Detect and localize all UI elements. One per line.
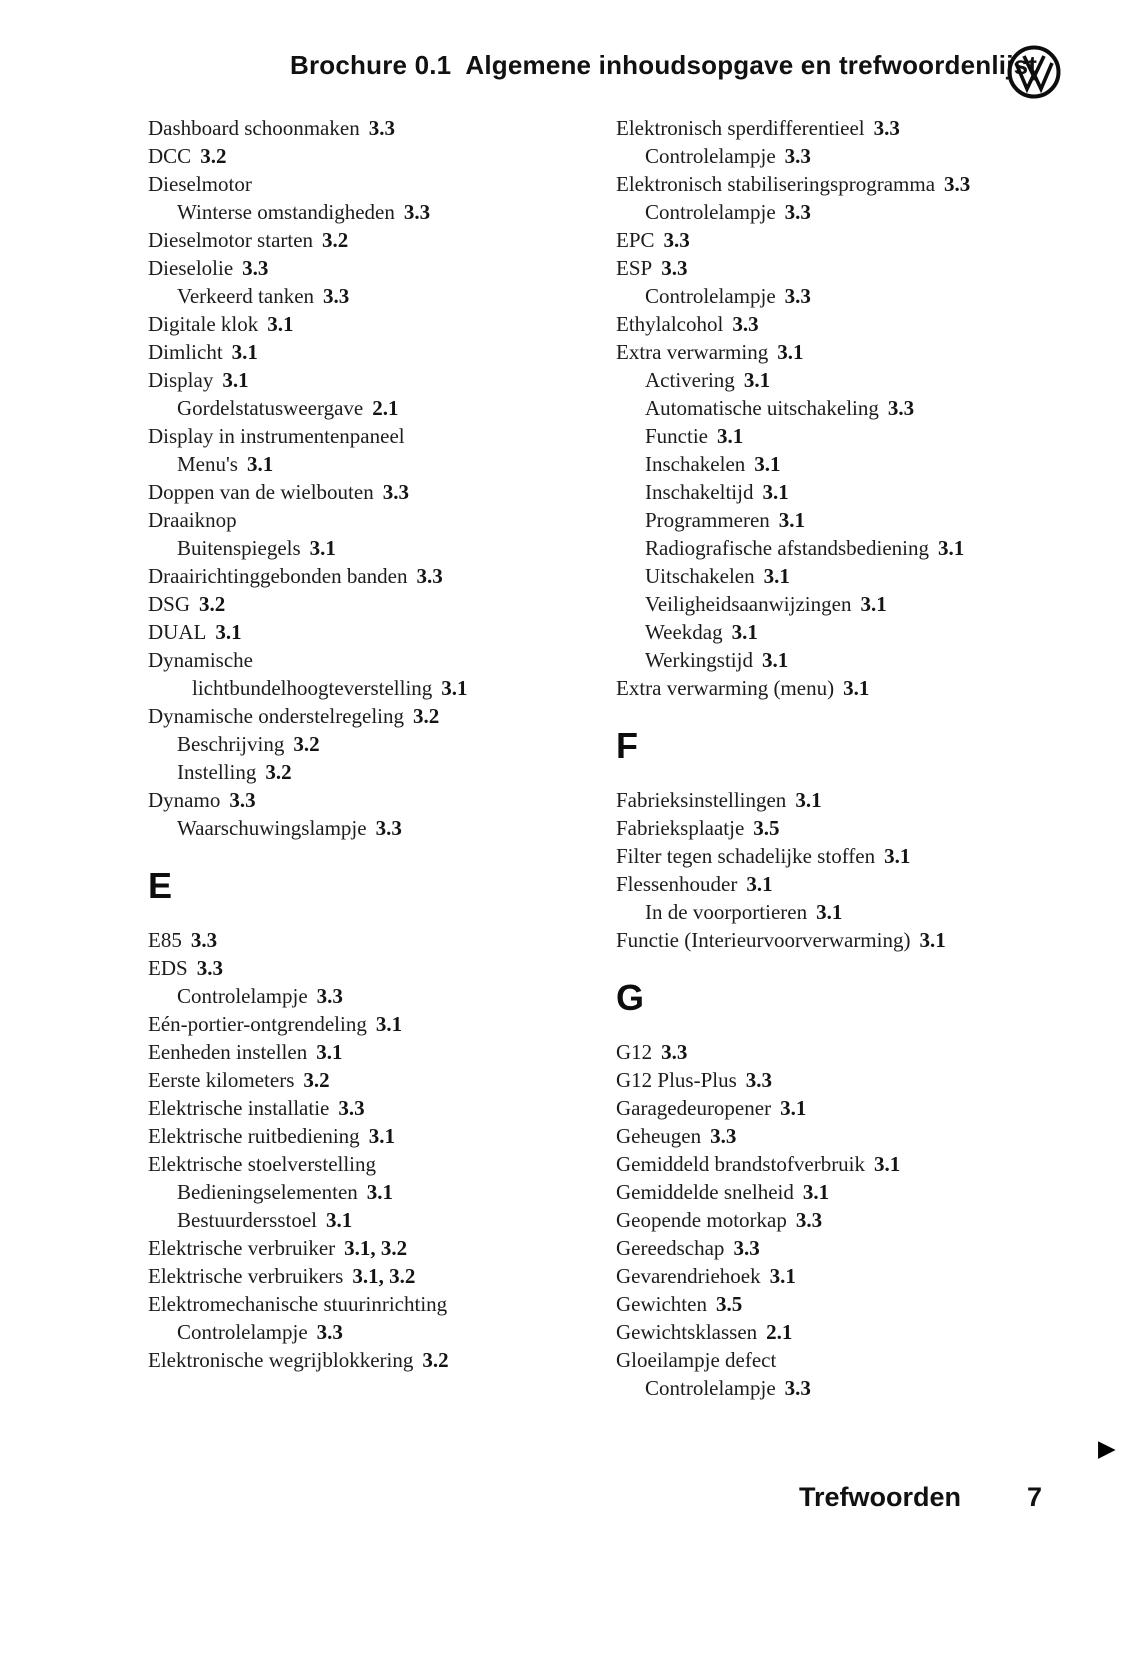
entry-label: Gewichtsklassen (616, 1320, 758, 1344)
entry-label: Weekdag (645, 620, 723, 644)
index-entry (148, 394, 618, 422)
entry-label: Dynamo (148, 788, 221, 812)
index-entry (148, 1122, 618, 1150)
entry-page-ref: 3.1 (769, 1264, 796, 1288)
entry-label: Controlelampje (645, 200, 776, 224)
entry-page-ref: 3.3 (784, 200, 811, 224)
index-entry (148, 814, 618, 842)
entry-label: Automatische uitschakeling (645, 396, 879, 420)
entry-page-ref: 3.1 (762, 480, 789, 504)
entry-label: Dynamische onderstelregeling (148, 704, 404, 728)
index-entry (616, 534, 1086, 562)
index-entry (148, 562, 618, 590)
page-title-text: Algemene inhoudsopgave en trefwoordenlijst (465, 50, 1038, 80)
entry-label: Waarschuwingslampje (177, 816, 367, 840)
entry-label: Radiografische afstandsbediening (645, 536, 929, 560)
entry-page-ref: 3.2 (293, 732, 320, 756)
brochure-code: Brochure 0.1 (290, 50, 452, 80)
entry-label: Draaiknop (148, 508, 237, 532)
entry-label: Geopende motorkap (616, 1208, 787, 1232)
index-entry (616, 170, 1086, 198)
entry-page-ref: 2.1 (766, 1320, 793, 1344)
entry-page-ref: 3.1 (441, 676, 468, 700)
entry-label: Geheugen (616, 1124, 702, 1148)
index-entry (148, 282, 618, 310)
entry-label: Activering (645, 368, 735, 392)
entry-page-ref: 3.1 (231, 340, 258, 364)
index-entry (148, 506, 618, 534)
entry-page-ref: 3.2 (265, 760, 292, 784)
index-entry (148, 1038, 618, 1066)
vw-logo-icon (1006, 44, 1062, 100)
index-entry (616, 1234, 1086, 1262)
entry-page-ref: 3.1 (717, 424, 744, 448)
index-entry (616, 674, 1086, 702)
entry-page-ref: 3.2 (199, 592, 226, 616)
index-entry (616, 1150, 1086, 1178)
entry-label: Verkeerd tanken (177, 284, 315, 308)
index-entry (616, 1122, 1086, 1150)
entry-page-ref: 3.3 (784, 284, 811, 308)
entry-label: Eén-portier-ontgrendeling (148, 1012, 367, 1036)
entry-label: Menu's (177, 452, 238, 476)
entry-label: Dieselmotor starten (148, 228, 314, 252)
index-entry (148, 758, 618, 786)
section-letter-g: G (616, 977, 645, 1018)
entry-page-ref: 3.3 (887, 396, 915, 420)
index-entry (616, 198, 1086, 226)
entry-page-ref: 3.3 (338, 1096, 365, 1120)
entry-label: Dieselmotor (148, 172, 252, 196)
entry-page-ref: 3.1 (780, 1096, 807, 1120)
entry-label: E85 (148, 928, 182, 952)
entry-label: Draairichtinggebonden banden (148, 564, 408, 588)
entry-page-ref: 2.1 (372, 396, 399, 420)
entry-label: Extra verwarming (menu) (616, 676, 835, 700)
index-entry (616, 1374, 1086, 1402)
page-footer (0, 1482, 1042, 1513)
entry-label: Controlelampje (177, 984, 308, 1008)
index-entry (148, 590, 618, 618)
index-entry (616, 590, 1086, 618)
entry-page-ref: 3.1 (763, 564, 790, 588)
index-entry (616, 142, 1086, 170)
index-entry (616, 1262, 1086, 1290)
entry-label: Functie (Interieurvoorverwarming) (616, 928, 911, 952)
entry-page-ref: 3.1 (246, 452, 274, 476)
section-letter-f: F (616, 725, 638, 766)
entry-label: Programmeren (645, 508, 770, 532)
entry-page-ref: 3.1 (746, 872, 773, 896)
index-entry (616, 282, 1086, 310)
index-entry (148, 1346, 618, 1374)
index-entry (148, 310, 618, 338)
entry-page-ref: 3.3 (661, 256, 688, 280)
entry-page-ref: 3.1 (802, 1180, 830, 1204)
index-entry (616, 422, 1086, 450)
index-entry (616, 338, 1086, 366)
index-entry (148, 982, 618, 1010)
entry-label: EPC (616, 228, 655, 252)
index-entry (148, 646, 618, 674)
entry-page-ref: 3.3 (316, 984, 343, 1008)
entry-page-ref: 3.3 (242, 256, 269, 280)
index-entry (616, 254, 1086, 282)
index-entry (616, 1038, 1086, 1066)
index-entry (616, 1346, 1086, 1374)
index-entry (148, 1262, 618, 1290)
index-entry (616, 898, 1086, 926)
entry-label: Elektrische ruitbediening (148, 1124, 360, 1148)
entry-page-ref: 3.1 (761, 648, 789, 672)
entry-label: Instelling (177, 760, 257, 784)
index-entry (616, 226, 1086, 254)
entry-label: Controlelampje (645, 284, 776, 308)
entry-label: Doppen van de wielbouten (148, 480, 374, 504)
entry-page-ref: 3.3 (784, 1376, 811, 1400)
index-entry (616, 1206, 1086, 1234)
entry-label: In de voorportieren (645, 900, 808, 924)
entry-label: Controlelampje (645, 1376, 776, 1400)
entry-label: Dimlicht (148, 340, 223, 364)
entry-label: Controlelampje (177, 1320, 308, 1344)
entry-label: Display in instrumentenpaneel (148, 424, 405, 448)
entry-label: Extra verwarming (616, 340, 769, 364)
entry-page-ref: 3.1 (368, 1124, 395, 1148)
entry-page-ref: 3.1 (938, 536, 965, 560)
entry-label: Dashboard schoonmaken (148, 116, 360, 140)
entry-label: DUAL (148, 620, 207, 644)
index-entry (148, 1206, 618, 1234)
entry-page-ref: 3.3 (732, 312, 759, 336)
entry-label: DSG (148, 592, 191, 616)
entry-label: Veiligheidsaanwijzingen (645, 592, 852, 616)
entry-page-ref: 3.2 (200, 144, 227, 168)
index-entry (148, 1290, 618, 1318)
page-title (290, 50, 1038, 81)
entry-page-ref: 3.3 (784, 144, 811, 168)
index-entry (616, 366, 1086, 394)
entry-page-ref: 3.1 (743, 368, 771, 392)
entry-page-ref: 3.2 (322, 228, 349, 252)
entry-label: DCC (148, 144, 192, 168)
entry-label: Dieselolie (148, 256, 234, 280)
index-entry (148, 618, 618, 646)
continuation-arrow-icon: ▶ (1098, 1436, 1116, 1462)
entry-page-ref: 3.1 (816, 900, 843, 924)
entry-page-ref: 3.1 (325, 1208, 353, 1232)
entry-page-ref: 3.3 (944, 172, 971, 196)
entry-page-ref: 3.3 (323, 284, 350, 308)
entry-label: Elektronische wegrijblokkering (148, 1348, 414, 1372)
footer-page-number: 7 (1026, 1482, 1042, 1512)
entry-label: Flessenhouder (616, 872, 738, 896)
entry-label: Beschrijving (177, 732, 285, 756)
entry-page-ref: 3.2 (303, 1068, 330, 1092)
index-entry (616, 814, 1086, 842)
entry-page-ref: 3.1 (778, 508, 806, 532)
index-entry (616, 394, 1086, 422)
entry-label: Elektrische installatie (148, 1096, 330, 1120)
entry-page-ref: 3.1 (366, 1180, 394, 1204)
entry-label: Inschakeltijd (645, 480, 754, 504)
index-entry (616, 926, 1086, 954)
index-entry (616, 1318, 1086, 1346)
entry-label: Display (148, 368, 214, 392)
entry-page-ref: 3.3 (403, 200, 431, 224)
entry-label: Elektronisch stabiliseringsprogramma (616, 172, 936, 196)
index-entry (148, 450, 618, 478)
entry-page-ref: 3.1 (777, 340, 804, 364)
index-entry (616, 478, 1086, 506)
footer-section-label: Trefwoorden (798, 1482, 961, 1512)
index-entry (616, 1094, 1086, 1122)
entry-page-ref: 3.3 (795, 1208, 823, 1232)
entry-page-ref: 3.1 (843, 676, 870, 700)
entry-page-ref: 3.1, 3.2 (352, 1264, 416, 1288)
entry-label: ESP (616, 256, 653, 280)
entry-label: Eerste kilometers (148, 1068, 295, 1092)
entry-page-ref: 3.3 (710, 1124, 737, 1148)
entry-label: Elektromechanische stuurinrichting (148, 1292, 448, 1316)
entry-label: Inschakelen (645, 452, 746, 476)
index-entry (148, 926, 618, 954)
index-entry (616, 114, 1086, 142)
entry-label: G12 Plus-Plus (616, 1068, 737, 1092)
entry-page-ref: 3.1 (860, 592, 887, 616)
entry-page-ref: 3.5 (753, 816, 780, 840)
entry-label: Buitenspiegels (177, 536, 301, 560)
index-entry (148, 1178, 618, 1206)
entry-label: Gevarendriehoek (616, 1264, 761, 1288)
index-entry (148, 170, 618, 198)
index-entry (148, 1234, 618, 1262)
entry-label: Fabrieksplaatje (616, 816, 745, 840)
entry-label: Elektronisch sperdifferentieel (616, 116, 865, 140)
entry-label: Gloeilampje defect (616, 1348, 777, 1372)
index-column-right (616, 114, 1086, 1402)
entry-label: Digitale klok (148, 312, 259, 336)
index-entry (616, 1178, 1086, 1206)
index-column-left (148, 114, 618, 1374)
index-entry (148, 254, 618, 282)
index-entry (148, 1010, 618, 1038)
entry-page-ref: 3.3 (382, 480, 409, 504)
entry-label: Gewichten (616, 1292, 707, 1316)
entry-page-ref: 3.1 (754, 452, 781, 476)
entry-label: Functie (645, 424, 708, 448)
index-entry (616, 842, 1086, 870)
entry-page-ref: 3.3 (733, 1236, 760, 1260)
entry-label: Uitschakelen (645, 564, 755, 588)
entry-page-ref: 3.3 (873, 116, 900, 140)
entry-page-ref: 3.1 (795, 788, 822, 812)
entry-label: Bestuurdersstoel (177, 1208, 317, 1232)
index-entry (616, 506, 1086, 534)
entry-label: Elektrische stoelverstelling (148, 1152, 377, 1176)
index-entry (616, 1290, 1086, 1318)
index-entry (148, 1150, 618, 1178)
entry-page-ref: 3.1 (215, 620, 242, 644)
index-entry (148, 338, 618, 366)
index-entry (616, 310, 1086, 338)
entry-page-ref: 3.3 (661, 1040, 688, 1064)
entry-label: Winterse omstandigheden (177, 200, 395, 224)
entry-page-ref: 3.1, 3.2 (344, 1236, 408, 1260)
index-entry (148, 366, 618, 394)
entry-label: Elektrische verbruikers (148, 1264, 344, 1288)
index-entry (148, 730, 618, 758)
entry-label: Gereedschap (616, 1236, 725, 1260)
entry-label: Gemiddeld brandstofverbruik (616, 1152, 866, 1176)
index-entry (148, 226, 618, 254)
entry-page-ref: 3.1 (316, 1040, 343, 1064)
index-entry (148, 1066, 618, 1094)
entry-page-ref: 3.1 (309, 536, 336, 560)
entry-page-ref: 3.2 (413, 704, 440, 728)
index-entry (616, 618, 1086, 646)
entry-label: EDS (148, 956, 188, 980)
index-entry (148, 142, 618, 170)
section-letter-e: E (148, 865, 173, 906)
entry-label: Controlelampje (645, 144, 776, 168)
entry-page-ref: 3.3 (663, 228, 690, 252)
index-entry (148, 954, 618, 982)
entry-page-ref: 3.1 (375, 1012, 403, 1036)
entry-label: Werkingstijd (645, 648, 753, 672)
entry-page-ref: 3.1 (919, 928, 946, 952)
entry-label: Ethylalcohol (616, 312, 724, 336)
index-entry (148, 674, 618, 702)
entry-page-ref: 3.3 (416, 564, 443, 588)
entry-label: Gemiddelde snelheid (616, 1180, 794, 1204)
entry-label: Gordelstatusweergave (177, 396, 364, 420)
entry-page-ref: 3.1 (222, 368, 249, 392)
entry-label: Bedieningselementen (177, 1180, 358, 1204)
index-entry (148, 534, 618, 562)
entry-page-ref: 3.1 (267, 312, 294, 336)
index-entry (148, 114, 618, 142)
index-entry (148, 198, 618, 226)
index-entry (616, 1066, 1086, 1094)
index-entry (148, 422, 618, 450)
index-entry (616, 562, 1086, 590)
entry-label: lichtbundelhoogteverstelling (192, 676, 433, 700)
entry-page-ref: 3.3 (196, 956, 223, 980)
entry-label: Eenheden instellen (148, 1040, 308, 1064)
entry-label: Dynamische (148, 648, 253, 672)
index-entry (616, 646, 1086, 674)
index-entry (148, 702, 618, 730)
entry-label: Garagedeuropener (616, 1096, 772, 1120)
index-entry (616, 870, 1086, 898)
entry-label: Elektrische verbruiker (148, 1236, 336, 1260)
entry-label: Filter tegen schadelijke stoffen (616, 844, 876, 868)
entry-page-ref: 3.1 (884, 844, 911, 868)
entry-page-ref: 3.5 (715, 1292, 743, 1316)
entry-page-ref: 3.3 (190, 928, 218, 952)
index-entry (148, 1318, 618, 1346)
entry-page-ref: 3.1 (731, 620, 758, 644)
index-entry (148, 478, 618, 506)
index-entry (148, 786, 618, 814)
index-entry (148, 1094, 618, 1122)
entry-page-ref: 3.3 (316, 1320, 343, 1344)
entry-page-ref: 3.3 (368, 116, 395, 140)
entry-page-ref: 3.3 (375, 816, 402, 840)
entry-page-ref: 3.3 (745, 1068, 773, 1092)
entry-page-ref: 3.3 (229, 788, 256, 812)
entry-label: Fabrieksinstellingen (616, 788, 787, 812)
entry-label: G12 (616, 1040, 653, 1064)
index-entry (616, 786, 1086, 814)
entry-page-ref: 3.1 (874, 1152, 901, 1176)
entry-page-ref: 3.2 (422, 1348, 449, 1372)
index-entry (616, 450, 1086, 478)
